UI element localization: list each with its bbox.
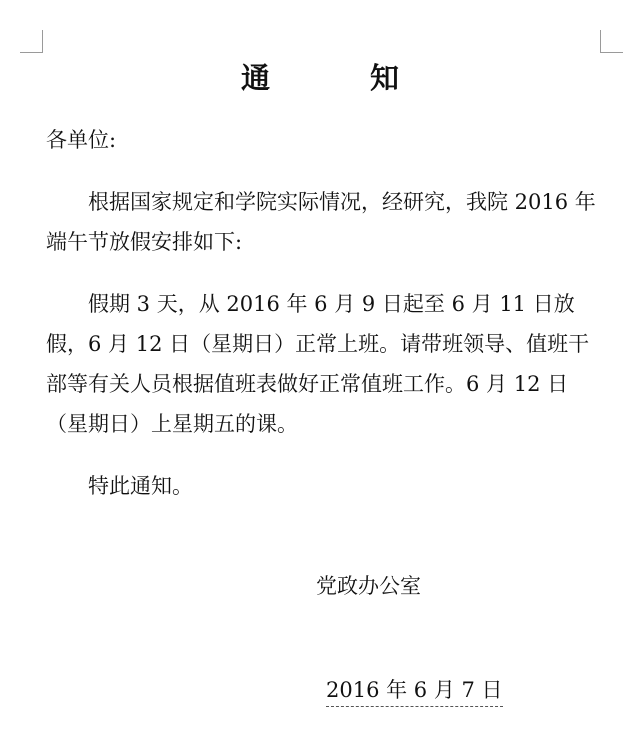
crop-mark-top-left bbox=[20, 30, 43, 53]
notice-title bbox=[0, 56, 640, 97]
issue-date: 2016 年 6 月 7 日 bbox=[326, 674, 503, 707]
paragraph-intro: 根据国家规定和学院实际情况，经研究，我院 2016 年端午节放假安排如下: bbox=[46, 190, 596, 254]
paragraph-closing: 特此通知。 bbox=[88, 474, 193, 498]
title-char-1: 通 bbox=[240, 61, 270, 95]
salutation: 各单位: bbox=[46, 128, 117, 152]
paragraph-schedule: 假期 3 天，从 2016 年 6 月 9 日起至 6 月 11 日放假，6 月 12 日（星期日）正常上班。请带班领导、值班干部等有关人员根据值班表做好正常值班工作。6 月 12 日（星期日）上星期五的课。 bbox=[46, 292, 590, 436]
title-char-2: 知 bbox=[370, 61, 400, 95]
issuer-signature: 党政办公室 bbox=[316, 574, 421, 598]
crop-mark-top-right bbox=[600, 30, 623, 53]
